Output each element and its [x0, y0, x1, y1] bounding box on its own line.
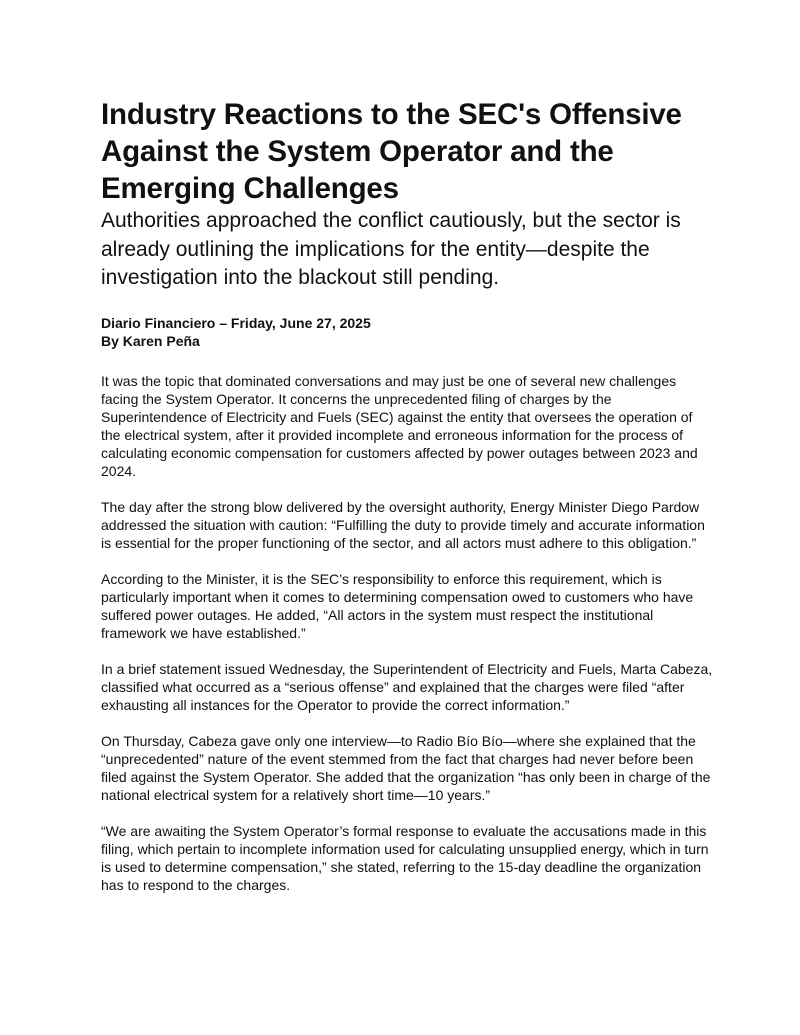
body-paragraph: It was the topic that dominated conversations and may just be one of several new challenges facing the System Operator. It concerns the unprecedented filing of charges by the Superintendence of Electricity and Fuels (SEC) against the entity that oversees the operation of the electrical system, after it provided incomplete and erroneous information for the process of calculating economic compensation for customers affected by power outages between 2023 and 2024. — [101, 372, 698, 479]
body-paragraph: “We are awaiting the System Operator’s formal response to evaluate the accusations made in this filing, which pertain to incomplete information used for calculating unsupplied energy, which in turn is used to determine compensation,” she stated, referring to the 15-day deadline the organization has to respond to the charges. — [101, 822, 709, 893]
article-body — [101, 372, 713, 894]
article — [101, 96, 713, 912]
body-paragraph: According to the Minister, it is the SEC’s responsibility to enforce this requirement, which is particularly important when it comes to determining compensation owed to customers who have suffered power outages. He added, “All actors in the system must respect the institutional framework we have established.” — [101, 570, 694, 641]
body-paragraph: In a brief statement issued Wednesday, the Superintendent of Electricity and Fuels, Marta Cabeza, classified what occurred as a “serious offense” and explained that the charges were filed “after exhausting all instances for the Operator to provide the correct information.” — [101, 660, 713, 713]
byline — [101, 314, 713, 350]
body-paragraph: On Thursday, Cabeza gave only one interview—to Radio Bío Bío—where she explained that the “unprecedented” nature of the event stemmed from the fact that charges had never before been filed against the System Operator. She added that the organization “has only been in charge of the national electrical system for a relatively short time—10 years.” — [101, 732, 711, 803]
body-paragraph: The day after the strong blow delivered by the oversight authority, Energy Minister Diego Pardow addressed the situation with caution: “Fulfilling the duty to provide timely and accurate information is essential for the proper functioning of the sector, and all actors must adhere to this obligation.” — [101, 498, 705, 551]
article-subheadline: Authorities approached the conflict cautiously, but the sector is already outlining the implications for the entity—despite the investigation into the blackout still pending. — [101, 209, 681, 289]
author-line: By Karen Peña — [101, 332, 200, 349]
article-headline: Industry Reactions to the SEC's Offensive Against the System Operator and the Emerging Challenges — [101, 98, 682, 205]
source-date-line: Diario Financiero – Friday, June 27, 2025 — [101, 314, 371, 331]
